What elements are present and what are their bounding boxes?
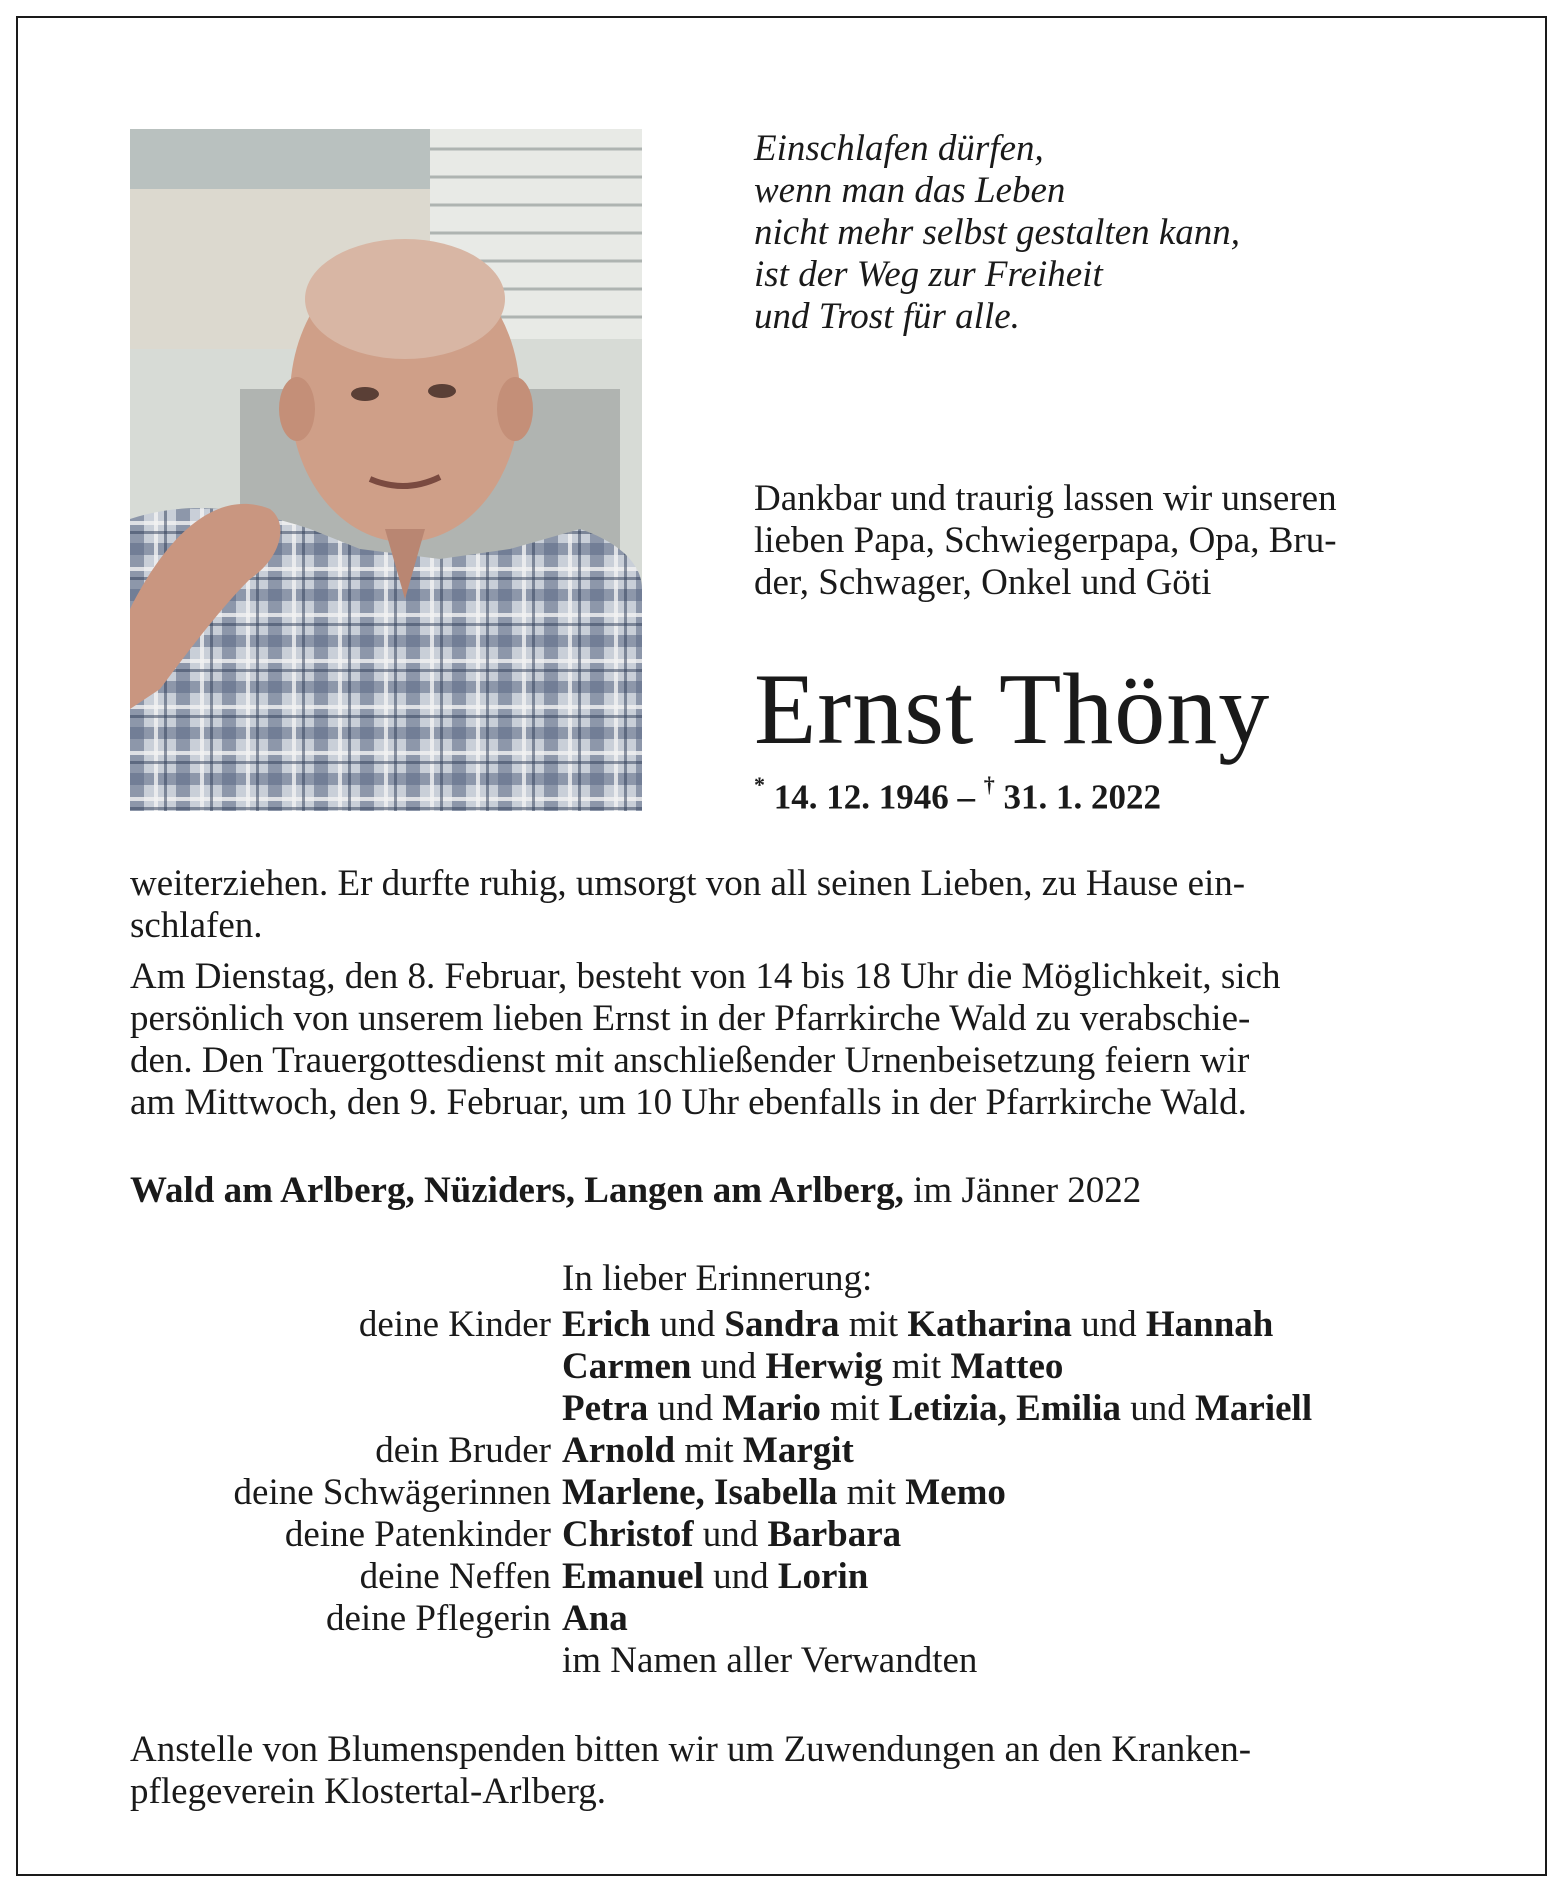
family-names: Christof und Barbara	[562, 1514, 902, 1555]
body-line: weiterziehen. Er durfte ruhig, umsorgt von all seinen Lieben, zu Hause ein-	[130, 863, 1246, 904]
body-line: am Mittwoch, den 9. Februar, um 10 Uhr ebenfalls in der Pfarrkirche Wald.	[130, 1082, 1247, 1123]
family-row	[0, 1597, 1567, 1639]
relation-label: dein Bruder	[375, 1430, 551, 1471]
announcement-date: im Jänner 2022	[903, 1170, 1142, 1211]
poem-line: ist der Weg zur Freiheit	[754, 254, 1103, 295]
family-names: Erich und Sandra mit Katharina und Hannah	[562, 1304, 1274, 1345]
family-row	[0, 1345, 1567, 1387]
places: Wald am Arlberg, Nüziders, Langen am Arlberg,	[130, 1170, 904, 1211]
closing-line: Anstelle von Blumenspenden bitten wir um Zuwendungen an den Kranken-	[130, 1729, 1252, 1770]
body-line: den. Den Trauergottesdienst mit anschließender Urnenbeisetzung feiern wir	[130, 1040, 1250, 1081]
announcement-intro	[754, 478, 1337, 604]
death-date: 31. 1. 2022	[1003, 777, 1161, 817]
family-names: Arnold mit Margit	[562, 1430, 854, 1471]
poem-line: Einschlafen dürfen,	[754, 128, 1044, 169]
relatives-note: im Namen aller Verwandten	[562, 1640, 978, 1681]
family-names: Marlene, Isabella mit Memo	[562, 1472, 1006, 1513]
portrait-photo	[130, 129, 642, 811]
intro-line: Dankbar und traurig lassen wir unseren	[754, 478, 1337, 519]
life-dates	[754, 772, 1161, 818]
family-row	[0, 1429, 1567, 1471]
family-row	[0, 1639, 1567, 1681]
intro-line: der, Schwager, Onkel und Göti	[754, 562, 1212, 603]
family-names: Carmen und Herwig mit Matteo	[562, 1346, 1064, 1387]
family-names: Emanuel und Lorin	[562, 1556, 869, 1597]
relation-label: deine Neffen	[359, 1556, 551, 1597]
family-row	[0, 1303, 1567, 1345]
poem-line: und Trost für alle.	[754, 296, 1020, 337]
body-line: persönlich von unserem lieben Ernst in der Pfarrkirche Wald zu verabschie-	[130, 998, 1251, 1039]
family-row	[0, 1513, 1567, 1555]
poem-line: nicht mehr selbst gestalten kann,	[754, 212, 1241, 253]
death-symbol: †	[983, 772, 995, 797]
date-separator: –	[957, 777, 975, 817]
place-and-date	[130, 1169, 1141, 1212]
body-line: schlafen.	[130, 905, 263, 946]
family-list	[0, 1303, 1567, 1681]
family-row	[0, 1555, 1567, 1597]
portrait-illustration	[130, 129, 642, 811]
memory-heading: In lieber Erinnerung:	[562, 1258, 873, 1299]
body-line: Am Dienstag, den 8. Februar, besteht von 14 bis 18 Uhr die Möglichkeit, sich	[130, 956, 1281, 997]
family-names: Ana	[562, 1598, 628, 1639]
closing-line: pflegeverein Klostertal-Arlberg.	[130, 1771, 607, 1812]
relation-label: deine Patenkinder	[284, 1514, 551, 1555]
poem-line: wenn man das Leben	[754, 170, 1066, 211]
family-row	[0, 1471, 1567, 1513]
body-paragraph-2	[130, 956, 1280, 1124]
body-paragraph-1	[130, 863, 1245, 947]
birth-date: 14. 12. 1946	[773, 777, 949, 817]
donation-note	[130, 1729, 1251, 1813]
relation-label: deine Schwägerinnen	[233, 1472, 551, 1513]
family-names: Petra und Mario mit Letizia, Emilia und Mariell	[562, 1388, 1313, 1429]
intro-line: lieben Papa, Schwiegerpapa, Opa, Bru-	[754, 520, 1337, 561]
deceased-name: Ernst Thöny	[754, 653, 1271, 766]
relation-label: deine Kinder	[358, 1304, 551, 1345]
family-row	[0, 1387, 1567, 1429]
relation-label: deine Pflegerin	[326, 1598, 551, 1639]
memorial-poem	[754, 128, 1240, 338]
birth-symbol: *	[754, 772, 765, 797]
